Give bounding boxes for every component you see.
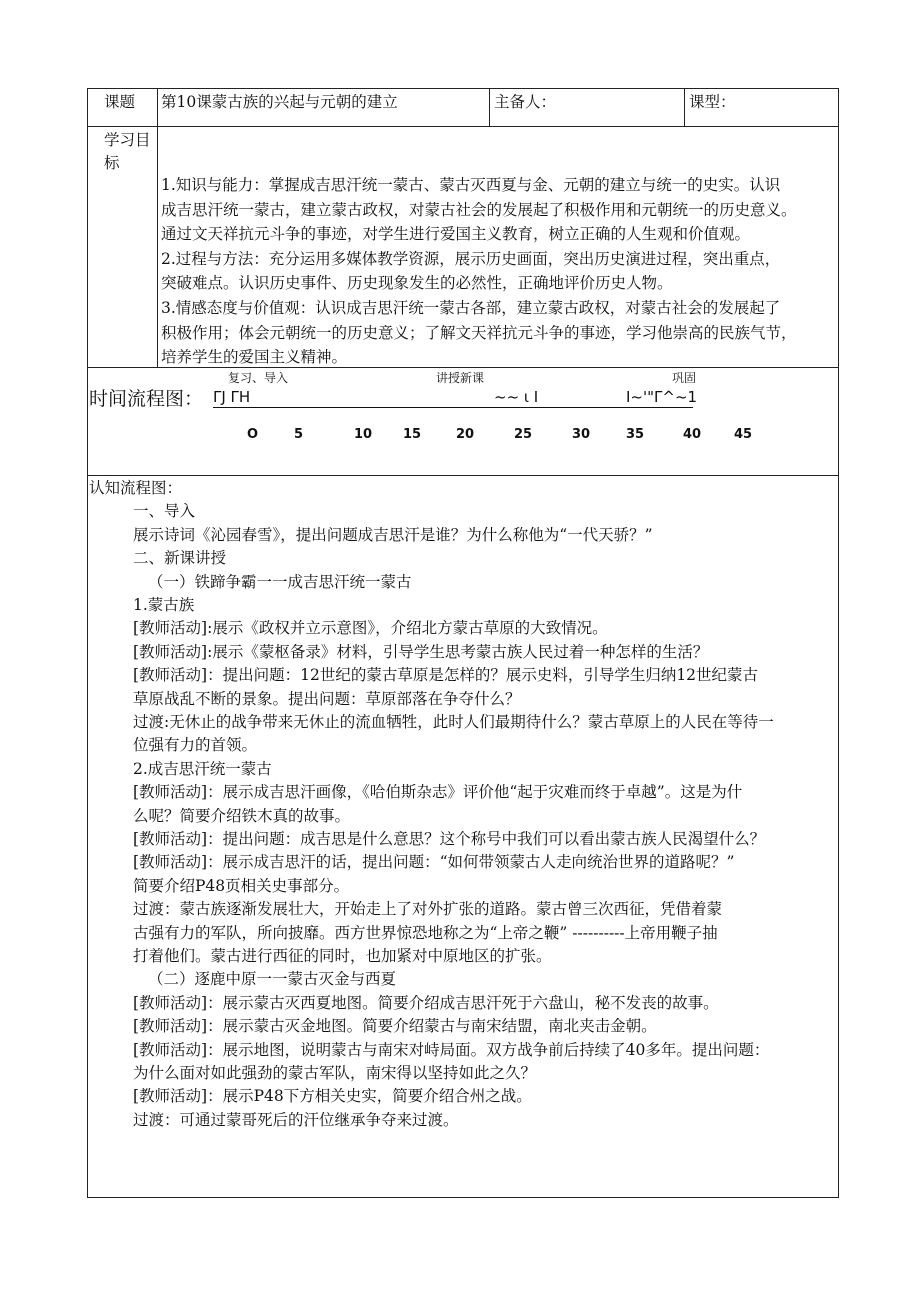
goal-line: 培养学生的爱国主义精神。 bbox=[161, 348, 348, 367]
goal-line: 通过文天祥抗元斗争的事迹，对学生进行爱国主义教育，树立正确的人生观和价值观。 bbox=[161, 225, 751, 244]
goals-label: 标 bbox=[104, 154, 120, 172]
ke-ti-label: 课题 bbox=[104, 93, 136, 111]
body-line: 一、导入 bbox=[133, 502, 196, 521]
body-line: 为什么面对如此强劲的蒙古军队，南宋得以坚持如此之久？ bbox=[133, 1064, 537, 1082]
body-line: [教师活动]：提出问题：成吉思是什么意思？这个称号中我们可以看出蒙古族人民渴望什么？ bbox=[133, 830, 766, 848]
timeline-tick: O bbox=[247, 427, 259, 442]
goals-label: 学习目 bbox=[104, 131, 151, 149]
body-line: 1.蒙古族 bbox=[133, 596, 195, 614]
section-title: 认知流程图： bbox=[89, 479, 183, 497]
timeline-tick: 5 bbox=[294, 427, 304, 442]
zhubei-label: 主备人： bbox=[494, 93, 557, 111]
table-divider bbox=[87, 475, 839, 476]
timeline-tick: 30 bbox=[572, 427, 591, 442]
timeline-tick: 10 bbox=[354, 427, 373, 442]
body-line: 2.成吉思汗统一蒙古 bbox=[133, 759, 272, 778]
body-line: [教师活动]：展示蒙古灭西夏地图。简要介绍成吉思汗死于六盘山，秘不发丧的故事。 bbox=[133, 993, 719, 1012]
timeline-segment: 讲授新课 bbox=[436, 371, 485, 385]
timeline-tick: 25 bbox=[514, 427, 533, 442]
body-line: [教师活动]：展示P48下方相关史实，简要介绍合州之战。 bbox=[133, 1087, 532, 1106]
timeline-segment: 复习、导入 bbox=[228, 371, 289, 385]
timeline-tick: 35 bbox=[626, 427, 645, 442]
table-border-right bbox=[838, 88, 839, 1198]
timeline-tick: 15 bbox=[403, 427, 422, 442]
table-divider bbox=[87, 126, 839, 127]
body-line: 过渡：可通过蒙哥死后的汗位继承争夺来过渡。 bbox=[133, 1110, 459, 1129]
timeline-label: 时间流程图： bbox=[89, 388, 204, 410]
body-line: [教师活动]：展示成吉思汗画像，《哈伯斯杂志》评价他“起于灾难而终于卓越”。这是为什 bbox=[133, 783, 743, 802]
kexing-label: 课型： bbox=[689, 93, 736, 111]
timeline-tick: 40 bbox=[683, 427, 702, 442]
body-line: （二）逐鹿中原一一蒙古灭金与西夏 bbox=[148, 970, 397, 989]
body-line: [教师活动]：展示成吉思汗的话，提出问题：“如何带领蒙古人走向统治世界的道路呢？” bbox=[133, 853, 735, 872]
body-line: 么呢？简要介绍铁木真的故事。 bbox=[133, 806, 351, 825]
body-line: 草原战乱不断的景象。提出问题：草原部落在争夺什么？ bbox=[133, 689, 521, 708]
goal-line: 1.知识与能力：掌握成吉思汗统一蒙古、蒙古灭西夏与金、元朝的建立与统一的史实。认识 bbox=[161, 176, 781, 194]
table-divider bbox=[684, 88, 685, 127]
body-line: [教师活动]:展示《政权并立示意图》，介绍北方蒙古草原的大致情况。 bbox=[133, 619, 608, 638]
body-line: 打着他们。蒙古进行西征的同时，也加紧对中原地区的扩张。 bbox=[133, 947, 552, 965]
body-line: 过渡:无休止的战争带来无休止的流血牺牲，此时人们最期待什么？蒙古草原上的人民在等待一 bbox=[133, 713, 774, 731]
body-line: [教师活动]：提出问题：12世纪的蒙古草原是怎样的？展示史料，引导学生归纳12世纪蒙古 bbox=[133, 666, 759, 685]
goal-line: 积极作用；体会元朝统一的历史意义；了解文天祥抗元斗争的事迹，学习他崇高的民族气节， bbox=[161, 323, 797, 342]
goal-line: 3.情感态度与价值观：认识成吉思汗统一蒙古各部，建立蒙古政权，对蒙古社会的发展起了 bbox=[161, 299, 781, 317]
body-line: 过渡：蒙古族逐渐发展壮大，开始走上了对外扩张的道路。蒙古曾三次西征，凭借着蒙 bbox=[133, 900, 723, 919]
lesson-title: 第10课蒙古族的兴起与元朝的建立 bbox=[161, 93, 398, 111]
timeline-tick: 45 bbox=[734, 427, 753, 442]
table-divider bbox=[157, 88, 158, 368]
body-line: [教师活动]:展示《蒙枢备录》材料，引导学生思考蒙古族人民过着一种怎样的生活？ bbox=[133, 642, 709, 661]
timeline-mark: I~'"Γ^~1 bbox=[626, 388, 698, 406]
table-divider bbox=[489, 88, 490, 127]
body-line: [教师活动]：展示蒙古灭金地图。简要介绍蒙古与南宋结盟，南北夹击金朝。 bbox=[133, 1017, 657, 1036]
timeline-mark: ~~ ι I bbox=[494, 388, 539, 406]
body-line: 古强有力的军队，所向披靡。西方世界惊恐地称之为“上帝之鞭” ----------上帝用鞭子抽 bbox=[133, 923, 718, 942]
timeline-tick: 20 bbox=[456, 427, 475, 442]
timeline-axis bbox=[213, 407, 693, 408]
table-border-left bbox=[87, 88, 88, 1198]
goal-line: 突破难点。认识历史事件、历史现象发生的必然性，正确地评价历史人物。 bbox=[161, 274, 673, 293]
timeline-mark: ΓJ ΓH bbox=[213, 388, 251, 406]
body-line: 位强有力的首领。 bbox=[133, 736, 258, 755]
body-line: 展示诗词《沁园春雪》，提出问题成吉思汗是谁？为什么称他为“一代天骄？” bbox=[133, 525, 653, 544]
timeline-segment: 巩固 bbox=[672, 371, 697, 385]
table-border-top bbox=[87, 88, 839, 89]
table-border-bottom bbox=[87, 1197, 839, 1198]
body-line: 二、新课讲授 bbox=[133, 549, 227, 568]
body-line: 简要介绍P48页相关史事部分。 bbox=[133, 876, 350, 895]
goal-line: 2.过程与方法：充分运用多媒体教学资源，展示历史画面，突出历史演进过程，突出重点， bbox=[161, 249, 781, 268]
body-line: [教师活动]：展示地图，说明蒙古与南宋对峙局面。双方战争前后持续了40多年。提出问题： bbox=[133, 1040, 770, 1059]
goal-line: 成吉思汗统一蒙古，建立蒙古政权，对蒙古社会的发展起了积极作用和元朝统一的历史意义。 bbox=[161, 200, 797, 219]
body-line: （一）铁蹄争霸一一成吉思汗统一蒙古 bbox=[148, 572, 412, 591]
